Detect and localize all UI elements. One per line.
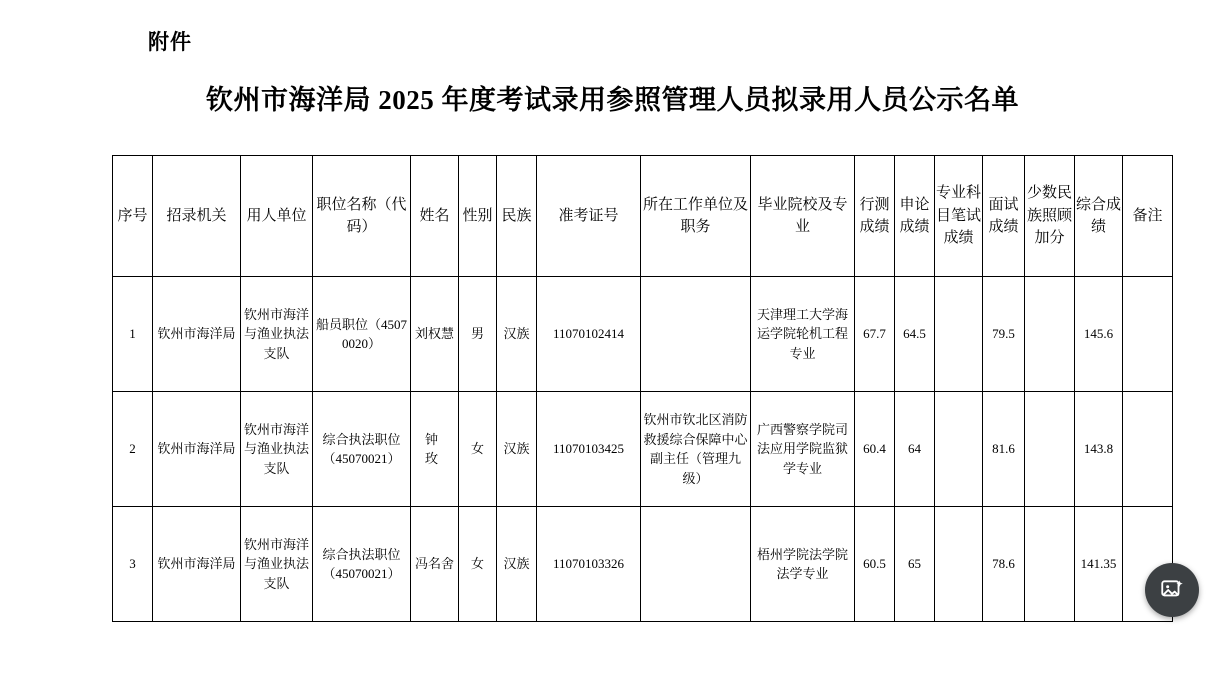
column-header-gender: 性别 — [459, 156, 497, 277]
cell-name: 刘权慧 — [411, 277, 459, 392]
cell-admission-ticket-number: 11070103326 — [537, 507, 641, 622]
cell-professional-written-score — [935, 392, 983, 507]
cell-employing-unit: 钦州市海洋与渔业执法支队 — [241, 392, 313, 507]
cell-minority-bonus — [1025, 277, 1075, 392]
public-notice-table-wrapper — [112, 155, 1163, 622]
cell-remark — [1123, 392, 1173, 507]
cell-professional-written-score — [935, 277, 983, 392]
cell-position: 综合执法职位（45070021） — [313, 392, 411, 507]
column-header-position-name-code: 职位名称（代码） — [313, 156, 411, 277]
cell-ethnicity: 汉族 — [497, 277, 537, 392]
column-header-remark: 备注 — [1123, 156, 1173, 277]
cell-recruiting-organ: 钦州市海洋局 — [153, 507, 241, 622]
cell-gender: 女 — [459, 507, 497, 622]
cell-name: 钟 玫 — [411, 392, 459, 507]
page-title: 钦州市海洋局 2025 年度考试录用参照管理人员拟录用人员公示名单 — [206, 85, 1019, 115]
cell-interview-score: 78.6 — [983, 507, 1025, 622]
cell-school-and-major: 梧州学院法学院法学专业 — [751, 507, 855, 622]
table-header — [113, 156, 1173, 277]
cell-seq: 1 — [113, 277, 153, 392]
table-header-row — [113, 156, 1173, 277]
image-sparkle-icon — [1159, 577, 1185, 603]
cell-admission-ticket-number: 11070102414 — [537, 277, 641, 392]
cell-name: 冯名舍 — [411, 507, 459, 622]
cell-interview-score: 81.6 — [983, 392, 1025, 507]
cell-school-and-major: 广西警察学院司法应用学院监狱学专业 — [751, 392, 855, 507]
column-header-ethnicity: 民族 — [497, 156, 537, 277]
cell-ethnicity: 汉族 — [497, 507, 537, 622]
cell-admission-ticket-number: 11070103425 — [537, 392, 641, 507]
cell-employing-unit: 钦州市海洋与渔业执法支队 — [241, 277, 313, 392]
cell-recruiting-organ: 钦州市海洋局 — [153, 277, 241, 392]
cell-remark — [1123, 277, 1173, 392]
cell-minority-bonus — [1025, 507, 1075, 622]
column-header-admission-ticket-number: 准考证号 — [537, 156, 641, 277]
column-header-professional-written-score: 专业科目笔试成绩 — [935, 156, 983, 277]
cell-shenlun-score: 65 — [895, 507, 935, 622]
cell-shenlun-score: 64 — [895, 392, 935, 507]
cell-seq: 2 — [113, 392, 153, 507]
table-body — [113, 277, 1173, 622]
image-edit-fab-button[interactable] — [1145, 563, 1199, 617]
cell-work-unit-and-post — [641, 277, 751, 392]
cell-interview-score: 79.5 — [983, 277, 1025, 392]
cell-employing-unit: 钦州市海洋与渔业执法支队 — [241, 507, 313, 622]
cell-xingce-score: 60.4 — [855, 392, 895, 507]
cell-gender: 男 — [459, 277, 497, 392]
table-row — [113, 507, 1173, 622]
cell-total-score: 141.35 — [1075, 507, 1123, 622]
cell-position: 船员职位（45070020） — [313, 277, 411, 392]
cell-ethnicity: 汉族 — [497, 392, 537, 507]
cell-xingce-score: 60.5 — [855, 507, 895, 622]
cell-work-unit-and-post: 钦州市钦北区消防救援综合保障中心副主任（管理九级） — [641, 392, 751, 507]
column-header-total-score: 综合成绩 — [1075, 156, 1123, 277]
column-header-school-and-major: 毕业院校及专业 — [751, 156, 855, 277]
cell-school-and-major: 天津理工大学海运学院轮机工程专业 — [751, 277, 855, 392]
cell-position: 综合执法职位（45070021） — [313, 507, 411, 622]
column-header-interview-score: 面试成绩 — [983, 156, 1025, 277]
column-header-employing-unit: 用人单位 — [241, 156, 313, 277]
column-header-name: 姓名 — [411, 156, 459, 277]
table-row — [113, 392, 1173, 507]
column-header-recruiting-organ: 招录机关 — [153, 156, 241, 277]
cell-total-score: 145.6 — [1075, 277, 1123, 392]
column-header-xingce-score: 行测成绩 — [855, 156, 895, 277]
cell-work-unit-and-post — [641, 507, 751, 622]
cell-recruiting-organ: 钦州市海洋局 — [153, 392, 241, 507]
cell-minority-bonus — [1025, 392, 1075, 507]
cell-shenlun-score: 64.5 — [895, 277, 935, 392]
cell-gender: 女 — [459, 392, 497, 507]
cell-seq: 3 — [113, 507, 153, 622]
cell-total-score: 143.8 — [1075, 392, 1123, 507]
public-notice-table — [112, 155, 1173, 622]
cell-professional-written-score — [935, 507, 983, 622]
table-row — [113, 277, 1173, 392]
column-header-seq: 序号 — [113, 156, 153, 277]
cell-xingce-score: 67.7 — [855, 277, 895, 392]
column-header-work-unit-and-post: 所在工作单位及职务 — [641, 156, 751, 277]
column-header-minority-bonus: 少数民族照顾加分 — [1025, 156, 1075, 277]
column-header-shenlun-score: 申论成绩 — [895, 156, 935, 277]
attachment-label: 附件 — [148, 30, 192, 54]
